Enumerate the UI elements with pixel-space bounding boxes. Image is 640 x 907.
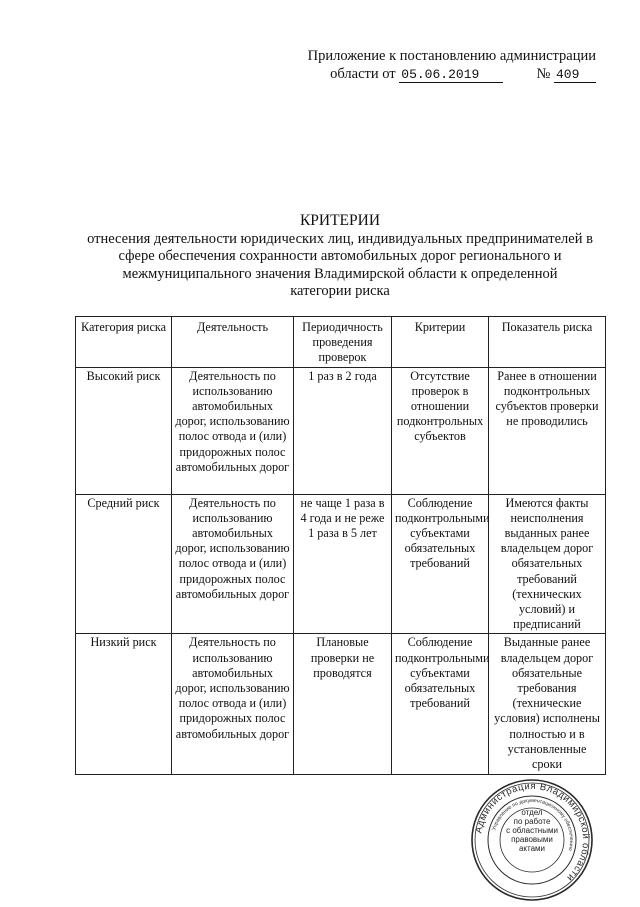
document-title xyxy=(70,212,610,301)
stamp-center-line: актами xyxy=(518,844,546,853)
cell-indicator: Ранее в отношении подконтрольных субъектов проверки не проводились xyxy=(489,367,606,494)
stamp-inner-text: Управление по документационному обеспечению xyxy=(491,797,575,852)
cell-activity: Деятельность по использованию автомобильных дорог, использованию полос отвода и (или) придорожных полос автомобильных дорог xyxy=(172,494,294,634)
risk-criteria-table xyxy=(75,316,606,775)
table-row xyxy=(76,634,606,775)
column-header-activity: Деятельность xyxy=(172,317,294,368)
table-row xyxy=(76,367,606,494)
cell-frequency: не чаще 1 раза в 4 года и не реже 1 раза в 5 лет xyxy=(294,494,392,634)
decree-date: 05.06.2019 xyxy=(399,67,503,83)
stamp-center xyxy=(502,808,562,853)
title-line-2: сфере обеспечения сохранности автомобильных дорог регионального и xyxy=(118,248,562,264)
cell-category: Средний риск xyxy=(76,494,172,634)
title-line-1: отнесения деятельности юридических лиц, индивидуальных предпринимателей в xyxy=(87,230,593,247)
cell-category: Низкий риск xyxy=(76,634,172,775)
cell-criteria: Соблюдение подконтрольными субъектами обязательных требований xyxy=(392,634,489,775)
column-header-frequency: Периодичность проведения проверок xyxy=(294,317,392,368)
title-main: КРИТЕРИИ xyxy=(299,212,381,229)
cell-frequency: Плановые проверки не проводятся xyxy=(294,634,392,775)
column-header-category: Категория риска xyxy=(76,317,172,368)
decree-number: 409 xyxy=(554,67,596,83)
column-header-criteria: Критерии xyxy=(392,317,489,368)
stamp-center-line: отдел xyxy=(521,808,543,817)
stamp-center-line: правовыми xyxy=(511,835,553,844)
number-label: № xyxy=(536,66,551,82)
cell-indicator: Имеются факты неисполнения выданных ранее владельцем дорог обязательных требований (технических условий) и предписаний xyxy=(489,494,606,634)
document-header xyxy=(308,47,596,83)
column-header-indicator: Показатель риска xyxy=(489,317,606,368)
stamp-center-line: по работе xyxy=(513,817,551,826)
cell-activity: Деятельность по использованию автомобильных дорог, использованию полос отвода и (или) придорожных полос автомобильных дорог xyxy=(172,367,294,494)
title-line-4: категории риска xyxy=(290,283,390,299)
cell-activity: Деятельность по использованию автомобильных дорог, использованию полос отвода и (или) придорожных полос автомобильных дорог xyxy=(172,634,294,775)
header-prefix: области от xyxy=(330,66,396,82)
stamp-center-line: с областными xyxy=(506,826,558,835)
header-line-2 xyxy=(308,65,596,83)
header-line-1: Приложение к постановлению администрации xyxy=(307,48,596,64)
cell-category: Высокий риск xyxy=(76,367,172,494)
cell-criteria: Соблюдение подконтрольными субъектами обязательных требований xyxy=(392,494,489,634)
title-line-3: межмуниципального значения Владимирской области к определенной xyxy=(122,265,558,282)
cell-indicator: Выданные ранее владельцем дорог обязательные требования (технические условия) исполнены полностью и в установленные сроки xyxy=(489,634,606,775)
cell-criteria: Отсутствие проверок в отношении подконтрольных субъектов xyxy=(392,367,489,494)
cell-frequency: 1 раз в 2 года xyxy=(294,367,392,494)
table-header-row xyxy=(76,317,606,368)
official-stamp xyxy=(470,778,594,902)
table-row xyxy=(76,494,606,634)
stamp-outer-text: Администрация Владимирской области xyxy=(473,780,592,884)
